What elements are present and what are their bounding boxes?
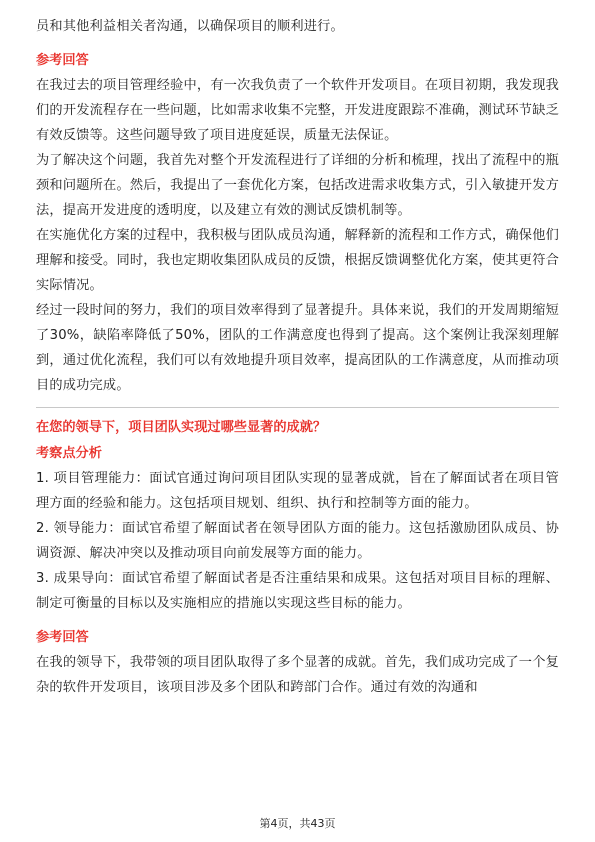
analysis-item: 1. 项目管理能力：面试官通过询问项目团队实现的显著成就，旨在了解面试者在项目管理方面的经验和能力。这包括项目规划、组织、执行和控制等方面的能力。 [36,471,559,511]
section-divider [36,407,559,408]
answer-paragraph: 为了解决这个问题，我首先对整个开发流程进行了详细的分析和梳理，找出了流程中的瓶颈和问题所在。然后，我提出了一套优化方案，包括改进需求收集方式，引入敏捷开发方法，提高开发进度的透明度，以及建立有效的测试反馈机制等。 [36,153,559,218]
reference-answer-label: 参考回答 [36,630,89,645]
answer-paragraph: 在实施优化方案的过程中，我积极与团队成员沟通，解释新的流程和工作方式，确保他们理解和接受。同时，我也定期收集团队成员的反馈，根据反馈调整优化方案，使其更符合实际情况。 [36,228,559,293]
reference-answer-label: 参考回答 [36,53,89,68]
document-body [36,14,559,700]
analysis-item: 2. 领导能力：面试官希望了解面试者在领导团队方面的能力。这包括激励团队成员、协调资源、解决冲突以及推动项目向前发展等方面的能力。 [36,521,559,561]
answer-paragraph: 在我的领导下，我带领的项目团队取得了多个显著的成就。首先，我们成功完成了一个复杂的软件开发项目，该项目涉及多个团队和跨部门合作。通过有效的沟通和 [36,655,559,695]
page-number: 第4页，共43页 [259,817,336,830]
intro-tail-paragraph: 员和其他利益相关者沟通，以确保项目的顺利进行。 [36,19,344,34]
question-heading: 在您的领导下，项目团队实现过哪些显著的成就？ [36,420,327,435]
analysis-label: 考察点分析 [36,446,102,461]
answer-paragraph: 经过一段时间的努力，我们的项目效率得到了显著提升。具体来说，我们的开发周期缩短了30%，缺陷率降低了50%，团队的工作满意度也得到了提高。这个案例让我深刻理解到，通过优化流程，我们可以有效地提升项目效率，提高团队的工作满意度，从而推动项目的成功完成。 [36,303,559,393]
answer-paragraph: 在我过去的项目管理经验中，有一次我负责了一个软件开发项目。在项目初期，我发现我们的开发流程存在一些问题，比如需求收集不完整，开发进度跟踪不准确，测试环节缺乏有效反馈等。这些问题导致了项目进度延误，质量无法保证。 [36,78,559,143]
analysis-item: 3. 成果导向：面试官希望了解面试者是否注重结果和成果。这包括对项目目标的理解、制定可衡量的目标以及实施相应的措施以实现这些目标的能力。 [36,571,559,611]
